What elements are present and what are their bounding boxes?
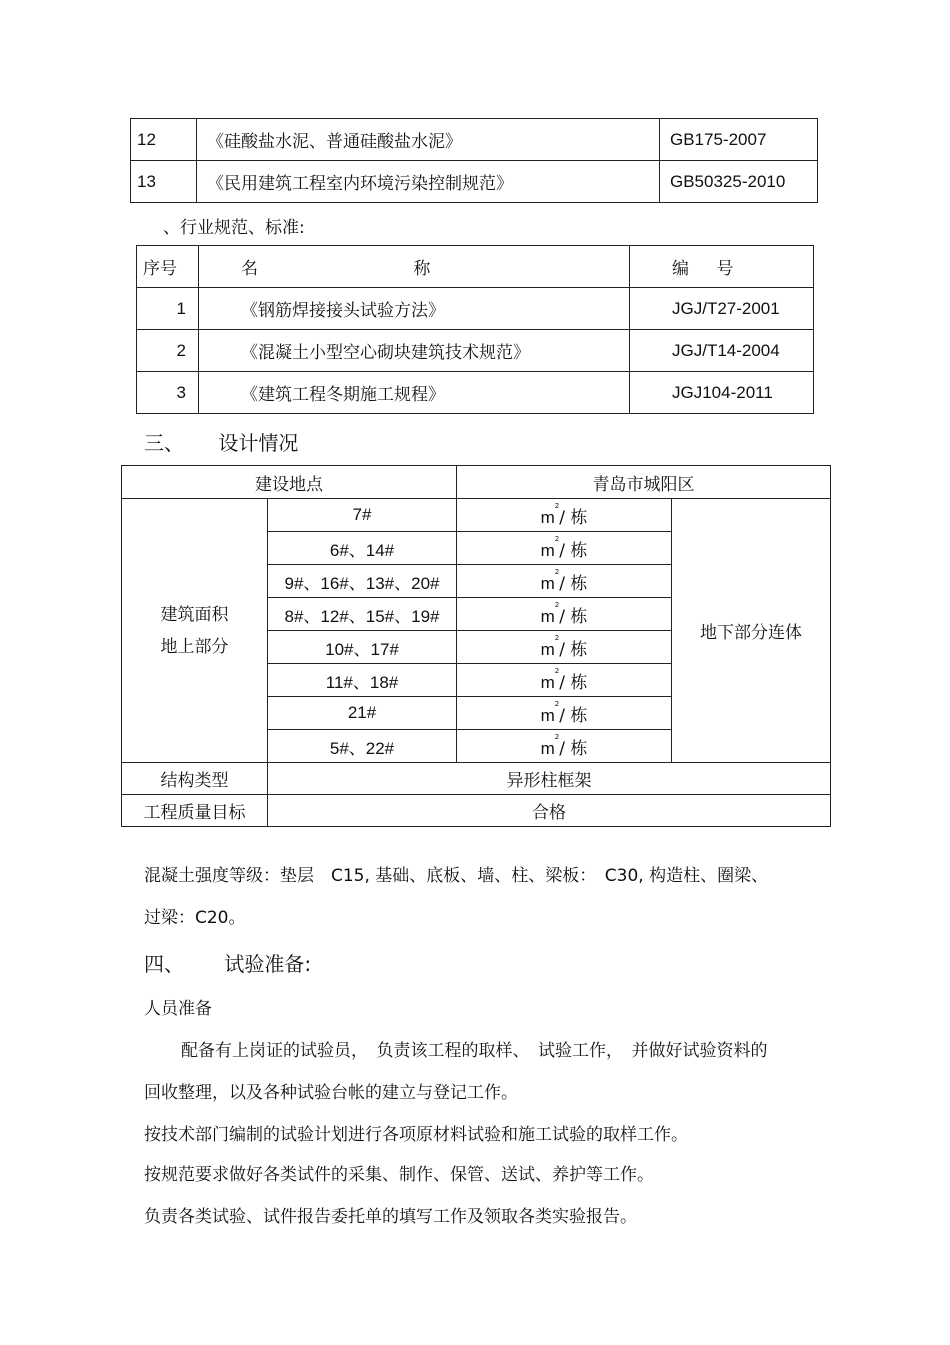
col-header-code	[630, 246, 814, 288]
quality-value: 合格	[268, 795, 831, 827]
paragraph-4: 负责各类试验、试件报告委托单的填写工作及领取各类实验报告。	[144, 1207, 637, 1227]
col-header-code-b: 号	[716, 259, 734, 279]
table-header-row	[137, 246, 814, 288]
industry-standards-table	[136, 245, 814, 414]
table-row	[122, 763, 831, 795]
row-name: 《民用建筑工程室内环境污染控制规范》	[197, 161, 660, 203]
row-no: 2	[137, 330, 199, 372]
table-row	[122, 499, 831, 532]
design-info-table	[121, 465, 831, 827]
col-header-code-a: 编	[672, 259, 689, 279]
area-label	[122, 499, 268, 763]
structure-value: 异形柱框架	[268, 763, 831, 795]
building-cell: 6#、14#	[268, 532, 457, 565]
building-cell: 5#、22#	[268, 730, 457, 763]
national-standards-table	[130, 118, 818, 203]
building-cell: 21#	[268, 697, 457, 730]
section-3-number: 三、	[144, 431, 184, 455]
section-4-title: 试验准备:	[224, 952, 312, 976]
paragraph-3: 按规范要求做好各类试件的采集、制作、保管、送试、养护等工作。	[144, 1165, 654, 1185]
section-3-title: 设计情况	[218, 431, 299, 455]
row-code: JGJ/T27-2001	[630, 288, 814, 330]
row-name: 《硅酸盐水泥、普通硅酸盐水泥》	[197, 119, 660, 161]
col-header-no: 序号	[137, 246, 199, 288]
table-row	[122, 795, 831, 827]
structure-label: 结构类型	[122, 763, 268, 795]
area-label-line-2: 地上部分	[160, 636, 229, 657]
col-header-name-a: 名	[241, 259, 258, 279]
section-3-heading	[144, 427, 298, 456]
row-code: GB175-2007	[660, 119, 818, 161]
building-cell: 9#、16#、13#、20#	[268, 565, 457, 598]
table-row	[137, 372, 814, 414]
site-value: 青岛市城阳区	[457, 466, 831, 499]
table-row	[131, 161, 818, 203]
area-unit-cell: $m^2/$ 栋	[457, 664, 672, 697]
table-row	[137, 330, 814, 372]
building-cell: 8#、12#、15#、19#	[268, 598, 457, 631]
quality-label: 工程质量目标	[122, 795, 268, 827]
site-label: 建设地点	[122, 466, 457, 499]
area-unit-cell: $m^2/$ 栋	[457, 631, 672, 664]
col-header-name	[199, 246, 630, 288]
row-no: 12	[131, 119, 197, 161]
underground-cell: 地下部分连体	[672, 499, 831, 763]
row-code: JGJ/T14-2004	[630, 330, 814, 372]
row-name: 《混凝土小型空心砌块建筑技术规范》	[199, 330, 630, 372]
area-unit-cell: $m^2/$ 栋	[457, 499, 672, 532]
section-4-number: 四、	[144, 952, 184, 976]
area-unit-cell: $m^2/$ 栋	[457, 598, 672, 631]
area-label-line-1: 建筑面积	[160, 604, 229, 625]
row-no: 3	[137, 372, 199, 414]
area-unit-cell: $m^2/$ 栋	[457, 565, 672, 598]
personnel-subheading: 人员准备	[144, 999, 212, 1019]
paragraph-2: 按技术部门编制的试验计划进行各项原材料试验和施工试验的取样工作。	[144, 1125, 688, 1145]
concrete-grade-line-2: 过梁：C20。	[144, 908, 246, 928]
table-row	[122, 466, 831, 499]
row-no: 13	[131, 161, 197, 203]
area-unit-cell: $m^2/$ 栋	[457, 730, 672, 763]
paragraph-1-line-1: 配备有上岗证的试验员， 负责该工程的取样、 试验工作， 并做好试验资料的	[181, 1041, 768, 1061]
row-no: 1	[137, 288, 199, 330]
section-4-heading	[144, 948, 311, 977]
row-code: GB50325-2010	[660, 161, 818, 203]
building-cell: 10#、17#	[268, 631, 457, 664]
area-unit-cell: $m^2/$ 栋	[457, 697, 672, 730]
row-code: JGJ104-2011	[630, 372, 814, 414]
table-row	[137, 288, 814, 330]
table-row	[131, 119, 818, 161]
building-cell: 7#	[268, 499, 457, 532]
row-name: 《钢筋焊接接头试验方法》	[199, 288, 630, 330]
concrete-grade-line-1: 混凝土强度等级：垫层 C15, 基础、底板、墙、柱、梁板： C30, 构造柱、圈梁、	[144, 866, 769, 886]
col-header-name-b: 称	[413, 259, 431, 279]
industry-heading: 、行业规范、标准:	[163, 218, 305, 238]
area-unit-cell: $m^2/$ 栋	[457, 532, 672, 565]
row-name: 《建筑工程冬期施工规程》	[199, 372, 630, 414]
paragraph-1-line-2: 回收整理，以及各种试验台帐的建立与登记工作。	[144, 1083, 518, 1103]
building-cell: 11#、18#	[268, 664, 457, 697]
